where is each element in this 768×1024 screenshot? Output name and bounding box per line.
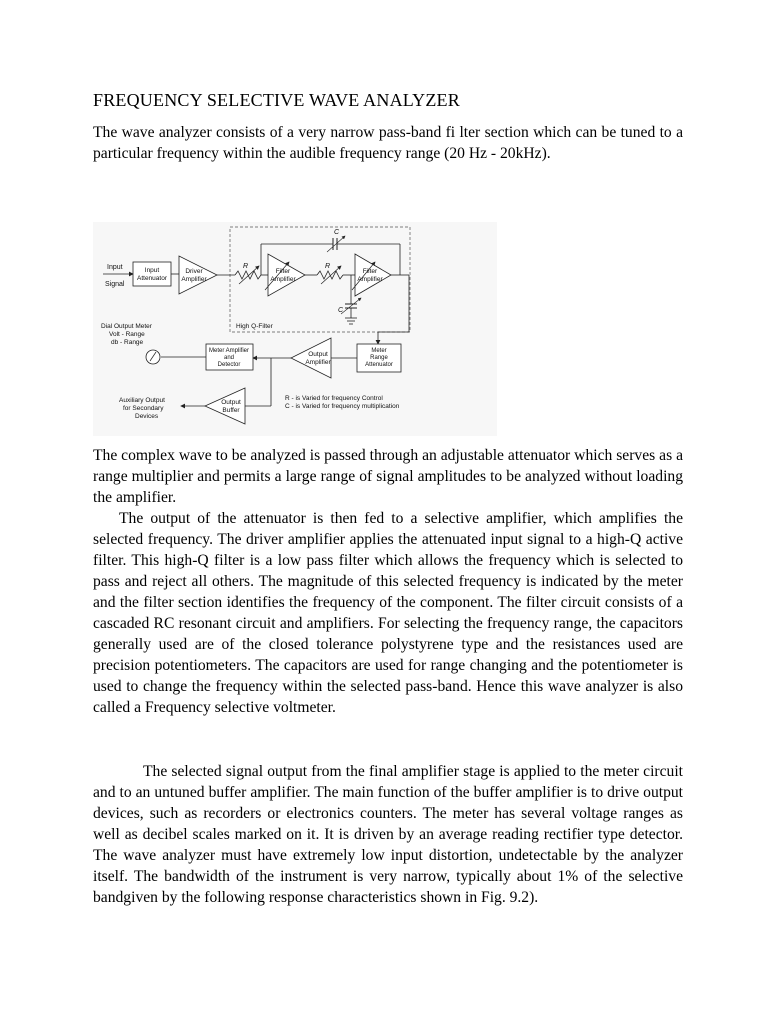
filter-amplifier-2-label-1: Filter — [362, 268, 378, 275]
output-amplifier-label-2: Amplifier — [305, 359, 331, 366]
meter-amp-label-2: and — [223, 355, 235, 361]
meter-range-label-2: Range — [370, 355, 388, 361]
paragraph-output-buffer: The selected signal output from the final amplifier stage is applied to the meter circuit and to an untuned buffer amplifier. The main function of the buffer amplifier is to drive output devices, such as recorders or electronics counters. The meter has several voltage ranges as well as decibel scales marked on it. It is driven by an average reading rectifier type detector. The wave analyzer must have extremely low input distortion, undetectable by the analyzer itself. The bandwidth of the instrument is very narrow, typically about 1% of the selective bandgiven by the following response characteristics shown in Fig. 9.2). — [93, 763, 683, 906]
resistor-2-label: R — [325, 263, 331, 270]
filter-amplifier-1-label-2: Amplifier — [270, 276, 296, 283]
meter-text-3: db - Range — [111, 339, 144, 346]
output-buffer-label-2: Buffer — [222, 407, 240, 414]
input-label: Input — [107, 264, 123, 271]
filter-amplifier-2-label-2: Amplifier — [357, 276, 383, 283]
meter-text-2: Volt - Range — [109, 331, 145, 338]
block-diagram — [93, 222, 497, 436]
meter-range-label-3: Attenuator — [365, 362, 393, 368]
input-attenuator-block — [133, 262, 171, 286]
driver-amplifier-label-1: Driver — [185, 268, 203, 275]
capacitor-top-label: C — [334, 229, 340, 236]
filter-amplifier-1-label-1: Filter — [275, 268, 291, 275]
meter-text-1: Dial Output Meter — [101, 323, 152, 330]
output-buffer-label-1: Output — [221, 399, 241, 406]
meter-amp-label-3: Detector — [217, 362, 241, 368]
driver-amplifier-label-2: Amplifier — [181, 276, 207, 283]
meter-range-label-1: Meter — [371, 348, 387, 354]
paragraph-attenuator: The complex wave to be analyzed is passed through an adjustable attenuator which serves as a range multiplier and permits a large range of signal amplitudes to be analyzed without loading the amplifier. — [93, 447, 683, 506]
high-q-filter-label: High Q-Filter — [236, 323, 273, 330]
block-diagram-figure — [93, 222, 497, 436]
paragraph-intro: The wave analyzer consists of a very narrow pass-band fi lter section which can be tuned to a particular frequency within the audible frequency range (20 Hz - 20kHz). — [93, 124, 683, 162]
aux-text-2: for Secondary — [123, 405, 164, 412]
input-attenuator-label-2: Attenuator — [137, 275, 167, 282]
paragraph-selective-amplifier: The output of the attenuator is then fed to a selective amplifier, which amplifies the selected frequency. The driver amplifier applies the attenuated input signal to a high-Q active filter. This high-Q filter is a low pass filter which allows the frequency which is selected to pass and reject all others. The magnitude of this selected frequency is indicated by the meter and the filter section identifies the frequency of the component. The filter circuit consists of a cascaded RC resonant circuit and amplifiers. For selecting the frequency range, the capacitors generally used are of the closed tolerance polystyrene type and the resistances used are precision potentiometers. The capacitors are used for range changing and the potentiometer is used to change the frequency within the selected pass-band. Hence this wave analyzer is also called a Frequency selective voltmeter. — [93, 510, 683, 716]
output-amplifier-label-1: Output — [308, 351, 328, 358]
page-title: FREQUENCY SELECTIVE WAVE ANALYZER — [93, 90, 460, 110]
signal-label: Signal — [105, 281, 125, 288]
meter-amp-label-1: Meter Amplifier — [208, 348, 250, 354]
resistor-1-label: R — [243, 263, 249, 270]
input-attenuator-label-1: Input — [144, 267, 160, 274]
note-c: C - is Varied for frequency multiplication — [285, 403, 400, 410]
aux-text-3: Devices — [135, 413, 159, 420]
capacitor-shunt-label: C — [338, 307, 344, 314]
note-r: R - is Varied for frequency Control — [285, 395, 383, 402]
aux-text-1: Auxiliary Output — [119, 397, 165, 404]
